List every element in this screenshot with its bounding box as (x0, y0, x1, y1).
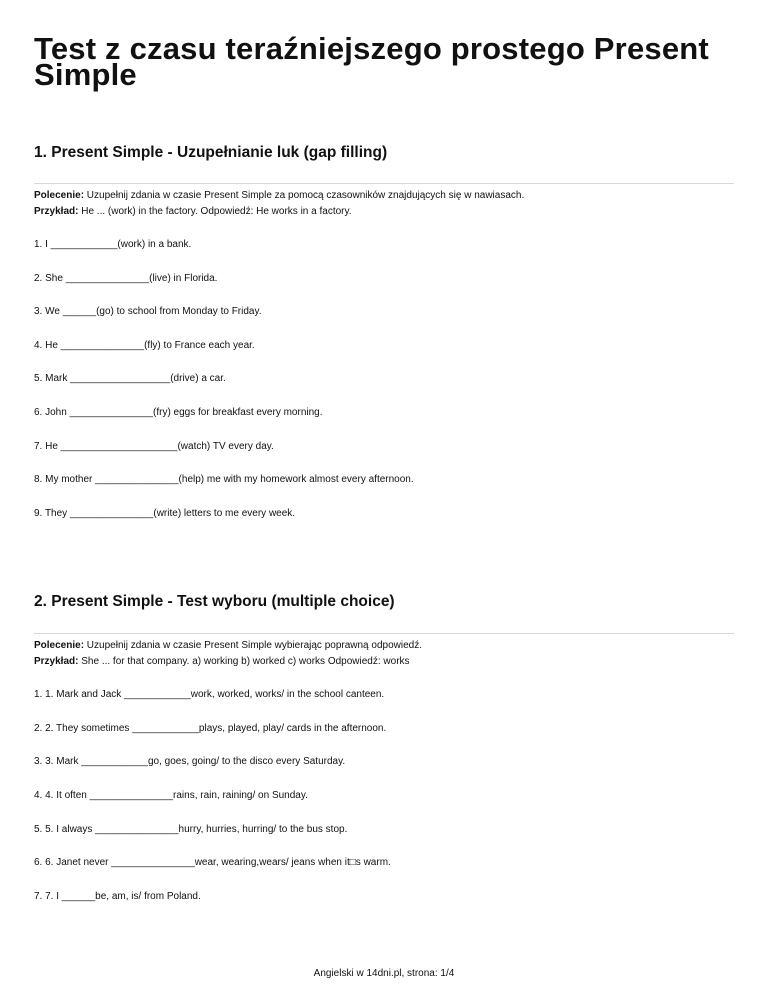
exercise-item: 8. My mother _______________(help) me with my homework almost every afternoon. (34, 474, 414, 485)
instruction-line (34, 640, 422, 651)
instruction-line (34, 190, 524, 201)
section-heading-gap-filling: 1. Present Simple - Uzupełnianie luk (gap filling) (34, 144, 388, 161)
example-text: She ... for that company. a) working b) worked c) works Odpowiedź: works (78, 656, 410, 667)
exercise-item: 5. Mark __________________(drive) a car. (34, 373, 226, 384)
section-divider (34, 183, 734, 184)
example-line (34, 206, 352, 217)
exercise-item: 3. We ______(go) to school from Monday to Friday. (34, 306, 262, 317)
instruction-text: Uzupełnij zdania w czasie Present Simple wybierając poprawną odpowiedź. (84, 640, 422, 651)
exercise-item: 4. He _______________(fly) to France each year. (34, 340, 255, 351)
instruction-text: Uzupełnij zdania w czasie Present Simple za pomocą czasowników znajdujących się w nawiasach. (84, 190, 525, 201)
exercise-item: 4. 4. It often _______________rains, rain, raining/ on Sunday. (34, 790, 308, 801)
example-label: Przykład: (34, 206, 79, 217)
exercise-item: 5. 5. I always _______________hurry, hurries, hurring/ to the bus stop. (34, 824, 348, 835)
exercise-item: 9. They _______________(write) letters to me every week. (34, 508, 296, 519)
section-heading-multiple-choice: 2. Present Simple - Test wyboru (multiple choice) (34, 593, 395, 610)
section-divider (34, 633, 734, 634)
instruction-label: Polecenie: (34, 190, 85, 201)
exercise-item: 2. She _______________(live) in Florida. (34, 273, 218, 284)
exercise-item: 6. John _______________(fry) eggs for breakfast every morning. (34, 407, 323, 418)
example-text: He ... (work) in the factory. Odpowiedź: He works in a factory. (78, 206, 352, 217)
exercise-item: 3. 3. Mark ____________go, goes, going/ to the disco every Saturday. (34, 756, 346, 767)
example-label: Przykład: (34, 656, 79, 667)
exercise-item: 1. I ____________(work) in a bank. (34, 239, 192, 250)
page-footer: Angielski w 14dni.pl, strona: 1/4 (313, 968, 455, 979)
exercise-item: 7. He _____________________(watch) TV every day. (34, 441, 274, 452)
exercise-item: 7. 7. I ______be, am, is/ from Poland. (34, 891, 201, 902)
exercise-item: 1. 1. Mark and Jack ____________work, worked, works/ in the school canteen. (34, 689, 385, 700)
instruction-label: Polecenie: (34, 640, 85, 651)
example-line (34, 656, 410, 667)
exercise-item: 6. 6. Janet never _______________wear, wearing,wears/ jeans when it□s warm. (34, 857, 391, 868)
page-title: Test z czasu teraźniejszego prostego Present Simple (34, 31, 709, 92)
exercise-item: 2. 2. They sometimes ____________plays, played, play/ cards in the afternoon. (34, 723, 387, 734)
